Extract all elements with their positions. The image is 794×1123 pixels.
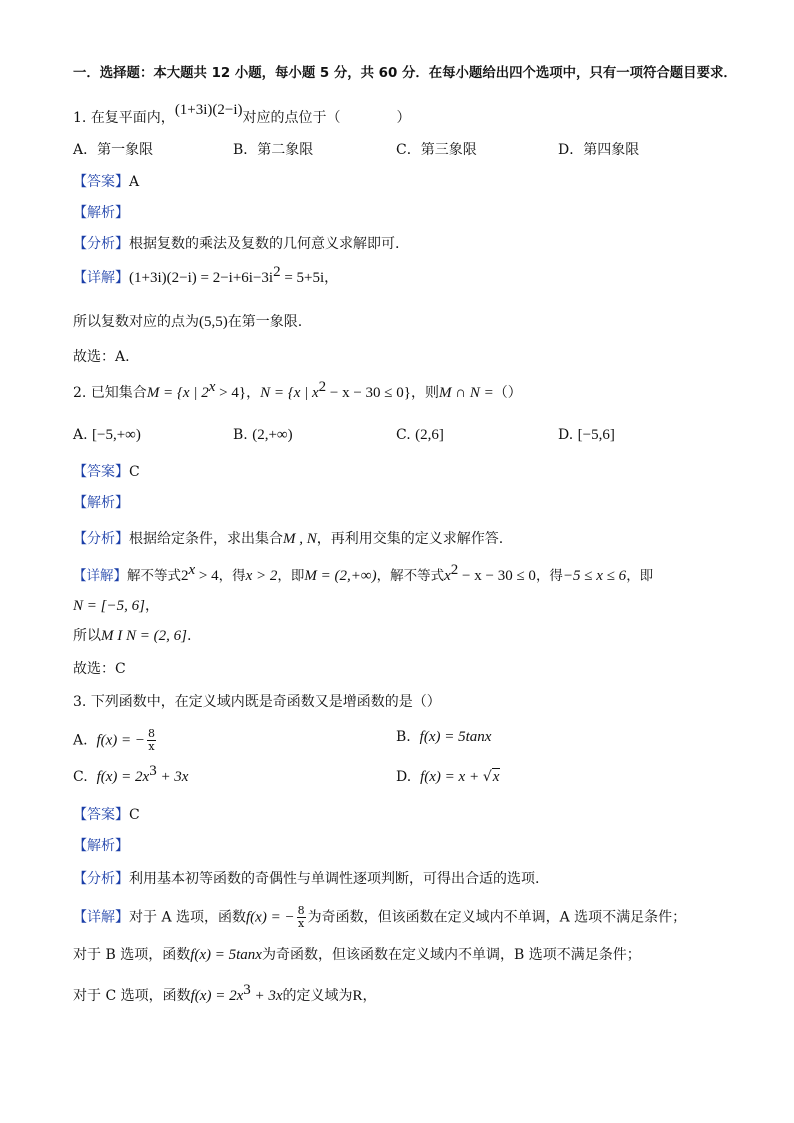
detail-text: ，解不等式 — [376, 568, 445, 584]
question-2-stem — [73, 379, 522, 403]
option-letter: A. — [73, 732, 88, 749]
math-expression: [−5,6] — [577, 427, 615, 443]
fenxi-label: 【分析】 — [73, 531, 129, 547]
question-text: ） — [396, 110, 411, 126]
question-text: 在复平面内， — [90, 110, 175, 126]
question-text: 已知集合 — [90, 385, 147, 401]
result-line — [73, 626, 191, 646]
detail-text: 为奇函数，但该函数在定义域内不单调，A 选项不满足条件； — [307, 909, 687, 926]
answer-line — [73, 462, 140, 482]
detail-line — [73, 905, 686, 930]
math-fraction — [147, 728, 156, 753]
option-d: D．第四象限 — [558, 142, 640, 158]
question-text: （） — [493, 385, 522, 401]
math-superscript: 2 — [273, 264, 281, 280]
math-sqrt: x — [492, 769, 500, 785]
option-a — [73, 425, 141, 445]
detail-text: 的定义域为 — [282, 988, 353, 1004]
question-number: 2. — [73, 385, 87, 401]
detail-line-3 — [73, 982, 377, 1006]
math-superscript: 2 — [318, 379, 327, 395]
math-expression: f(x) = 2x — [190, 988, 244, 1004]
math-expression: f(x) = 5tanx — [419, 729, 492, 745]
fenxi-line — [73, 234, 399, 254]
option-d: D. f(x) = x + √x — [396, 769, 500, 785]
math-expression: + 3x — [250, 988, 283, 1004]
math-expression: x — [444, 568, 451, 584]
question-text: ，则 — [411, 385, 439, 401]
math-expression: x > 2 — [245, 568, 278, 584]
fenxi-text: 根据给定条件，求出集合 — [129, 531, 283, 547]
detail-text: 对于 B 选项，函数 — [73, 947, 191, 963]
option-letter: D. — [396, 769, 412, 785]
option-b — [233, 425, 293, 445]
option-d — [558, 425, 615, 445]
math-expression: M I N = (2, 6] — [101, 628, 187, 644]
detail-text: ，得 — [535, 568, 563, 584]
answer-line — [73, 805, 140, 825]
option-a — [73, 728, 158, 753]
fenxi-text: 利用基本初等函数的奇偶性与单调性逐项判断，可得出合适的选项. — [129, 871, 540, 887]
option-letter: C. — [73, 769, 88, 785]
option-c — [396, 425, 444, 445]
answer-value: C — [129, 464, 140, 480]
math-expression: > 4} — [215, 385, 247, 401]
analysis-label-text: 【解析】 — [73, 838, 129, 854]
math-expression: > 4 — [195, 568, 219, 584]
math-expression: M ∩ N = — [439, 385, 494, 401]
detail-label: 【详解】 — [73, 270, 129, 286]
analysis-label-text: 【解析】 — [73, 495, 129, 511]
section-header: 一．选择题：本大题共 12 小题，每小题 5 分，共 60 分．在每小题给出四个选项中，只有一项符合题目要求． — [73, 66, 737, 81]
detail-text: ，即 — [626, 568, 654, 584]
math-expression: f(x) = − — [246, 909, 295, 926]
math-expression: f(x) = x + — [420, 769, 483, 785]
detail-text: 对于 C 选项，函数 — [73, 988, 191, 1004]
question-3-stem — [73, 692, 441, 712]
math-expression: − x − 30 ≤ 0 — [458, 568, 536, 584]
math-expression: M , N — [283, 531, 317, 547]
math-superscript: 3 — [243, 982, 251, 998]
math-superscript: x — [208, 379, 216, 395]
answer-label: 【答案】 — [73, 174, 129, 190]
math-expression: (1+3i)(2−i) = 2−i+6i−3i — [129, 270, 274, 286]
math-superscript: x — [188, 562, 196, 578]
math-expression: (2,+∞) — [252, 427, 293, 443]
fraction-denominator: x — [148, 740, 155, 753]
math-expression: (1+3i)(2−i) — [174, 102, 243, 118]
detail-text: 所以 — [73, 628, 101, 644]
option-b: B．第二象限 — [233, 142, 314, 158]
math-expression: N = {x | x — [260, 385, 319, 401]
math-expression: f(x) = − — [96, 732, 146, 749]
option-letter: B. — [233, 427, 248, 443]
math-expression: + 3x — [156, 769, 189, 785]
punctuation: . — [186, 628, 192, 644]
option-letter: B. — [396, 729, 411, 745]
fraction-numerator: 8 — [297, 904, 305, 917]
math-expression: N = [−5, 6] — [73, 598, 145, 614]
analysis-label — [73, 203, 129, 223]
punctuation: ， — [362, 988, 377, 1004]
question-1-stem — [73, 102, 411, 128]
option-letter: D. — [558, 427, 574, 443]
math-expression: −5 ≤ x ≤ 6 — [562, 568, 627, 584]
math-superscript: 3 — [149, 763, 157, 779]
fenxi-line — [73, 869, 539, 889]
detail-text: 为奇函数，但该函数在定义域内不单调，B 选项不满足条件； — [261, 947, 641, 963]
fenxi-text: 根据复数的乘法及复数的几何意义求解即可. — [129, 236, 400, 252]
math-expression: [−5,+∞) — [92, 427, 141, 443]
answer-label: 【答案】 — [73, 807, 129, 823]
question-number: 1. — [73, 110, 87, 126]
math-expression: = 5+5i — [280, 270, 325, 286]
question-text: 下列函数中，在定义域内既是奇函数又是增函数的是（） — [90, 694, 441, 710]
fenxi-text: ，再利用交集的定义求解作答. — [316, 531, 504, 547]
math-expression: (2,6] — [415, 427, 444, 443]
math-superscript: 2 — [450, 562, 459, 578]
fraction-denominator: x — [297, 917, 305, 930]
fenxi-line — [73, 529, 503, 549]
detail-line — [73, 264, 339, 288]
fenxi-label: 【分析】 — [73, 871, 129, 887]
math-expression: f(x) = 2x — [96, 769, 150, 785]
math-fraction — [297, 905, 306, 930]
answer-value: C — [129, 807, 140, 823]
choose-line: 故选：C — [73, 661, 126, 677]
detail-text: ，得 — [218, 568, 246, 584]
math-expression: M = {x | 2 — [146, 385, 209, 401]
choose-line: 故选：A. — [73, 349, 130, 365]
question-text: 对应的点位于（ — [242, 110, 341, 126]
detail-text: 在第一象限. — [227, 314, 303, 330]
detail-line-2 — [73, 945, 641, 965]
answer-label: 【答案】 — [73, 464, 129, 480]
detail-text: ，即 — [277, 568, 305, 584]
option-letter: C. — [396, 427, 411, 443]
detail-text: 对于 A 选项，函数 — [129, 909, 247, 926]
analysis-label — [73, 836, 129, 856]
punctuation: ， — [324, 270, 339, 286]
fenxi-label: 【分析】 — [73, 236, 129, 252]
analysis-label — [73, 493, 129, 513]
math-expression: M = (2,+∞) — [304, 568, 377, 584]
detail-line-2 — [73, 596, 159, 616]
math-expression: − x − 30 ≤ 0} — [326, 385, 411, 401]
math-expression: 2 — [181, 568, 189, 584]
detail-line-2 — [73, 312, 302, 332]
punctuation: ， — [144, 598, 159, 614]
math-expression: (5,5) — [199, 314, 228, 330]
math-expression: f(x) = 5tanx — [190, 947, 262, 963]
detail-label: 【详解】 — [73, 568, 127, 584]
analysis-label-text: 【解析】 — [73, 205, 129, 221]
option-a: A．第一象限 — [73, 142, 154, 158]
option-letter: A. — [73, 427, 88, 443]
answer-line — [73, 172, 139, 192]
answer-value: A — [129, 174, 140, 190]
option-b — [396, 727, 491, 747]
detail-text: 所以复数对应的点为 — [73, 314, 199, 330]
option-c: C．第三象限 — [396, 142, 477, 158]
detail-text: 解不等式 — [127, 568, 181, 584]
detail-label: 【详解】 — [73, 909, 129, 926]
punctuation: ， — [246, 385, 261, 401]
question-number: 3. — [73, 694, 87, 710]
option-c — [73, 763, 189, 787]
math-expression: R — [352, 988, 363, 1004]
detail-line — [73, 562, 654, 586]
fraction-numerator: 8 — [148, 727, 156, 740]
